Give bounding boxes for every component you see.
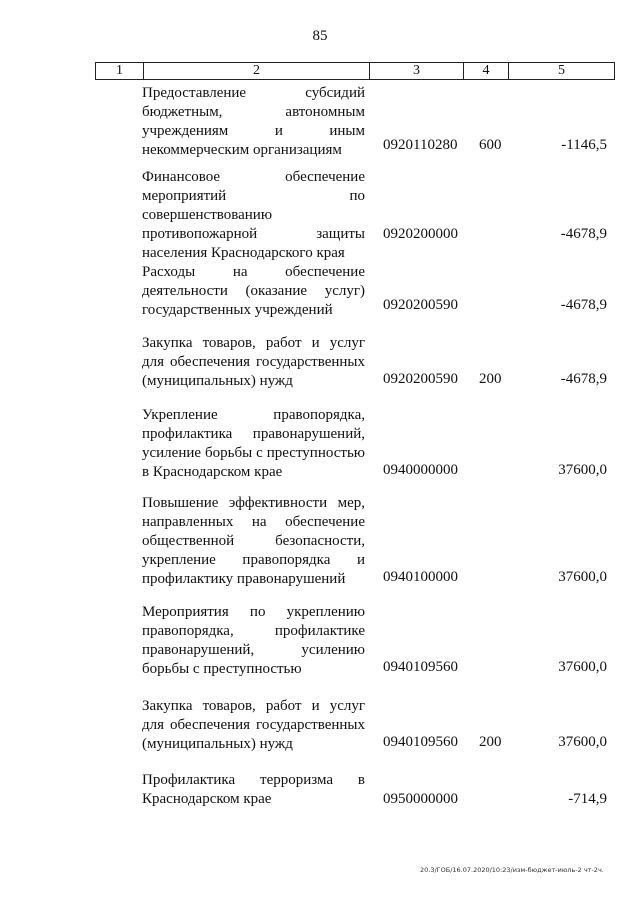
header-col-1: 1 (96, 63, 144, 79)
row-amount: 37600,0 (558, 734, 607, 750)
row-code: 0920200000 (383, 226, 458, 242)
page-number: 85 (312, 28, 328, 44)
row-vr: 200 (479, 734, 502, 750)
row-amount: -1146,5 (561, 137, 607, 153)
row-name: Укрепление правопорядка, профилактика правонарушений, усиление борьбы с преступностью в Краснодарском крае (142, 407, 365, 480)
row-name: Закупка товаров, работ и услуг для обеспечения государственных (муниципальных) нужд (142, 335, 365, 389)
row-code: 0940109560 (383, 734, 458, 750)
row-amount: -714,9 (568, 791, 607, 807)
document-footer: 20.3/ГОБ/16.07.2020/10:23/изм-бюджет-июль-2 чт-2ч. (420, 866, 604, 874)
row-name: Закупка товаров, работ и услуг для обеспечения государственных (муниципальных) нужд (142, 698, 365, 752)
header-col-4: 4 (464, 63, 509, 79)
row-name: Финансовое обеспечение мероприятий по совершенствованию противопожарной защиты населения Краснодарского края (142, 169, 365, 261)
row-code: 0950000000 (383, 791, 458, 807)
row-name: Предоставление субсидий бюджетным, автономным учреждениям и иным некоммерческим организациям (142, 85, 365, 158)
header-col-5: 5 (558, 63, 565, 78)
row-amount: -4678,9 (560, 297, 607, 313)
row-vr: 200 (479, 371, 502, 387)
row-amount: 37600,0 (558, 569, 607, 585)
row-amount: 37600,0 (558, 659, 607, 675)
row-code: 0940000000 (383, 462, 458, 478)
row-name: Мероприятия по укреплению правопорядка, профилактике правонарушений, усилению борьбы с преступностью (142, 604, 365, 677)
row-code: 0940109560 (383, 659, 458, 675)
row-code: 0940100000 (383, 569, 458, 585)
row-name: Расходы на обеспечение деятельности (оказание услуг) государственных учреждений (142, 264, 365, 318)
table-header (95, 62, 615, 80)
row-code: 0920200590 (383, 297, 458, 313)
header-col-2: 2 (144, 63, 370, 79)
row-code: 0920110280 (383, 137, 458, 153)
row-name: Профилактика терроризма в Краснодарском крае (142, 772, 365, 807)
row-name: Повышение эффективности мер, направленных на обеспечение общественной безопасности, укрепление правопорядка и профилактику правонарушений (142, 495, 365, 587)
row-code: 0920200590 (383, 371, 458, 387)
row-amount: -4678,9 (560, 371, 607, 387)
row-vr: 600 (479, 137, 502, 153)
header-col-3: 3 (370, 63, 464, 79)
row-amount: 37600,0 (558, 462, 607, 478)
row-amount: -4678,9 (560, 226, 607, 242)
